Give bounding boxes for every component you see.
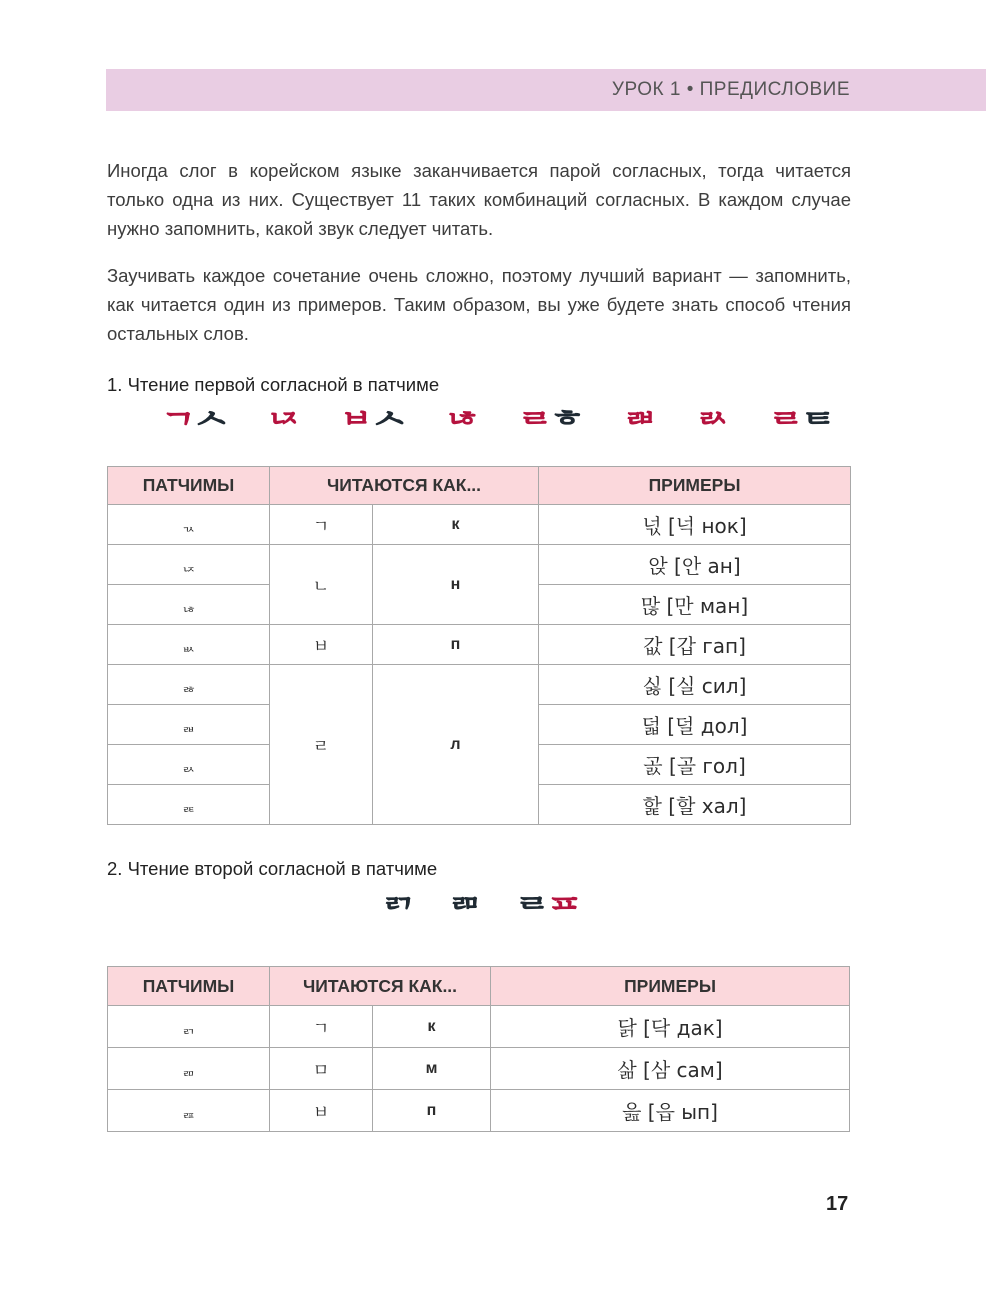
reading-jamo-cell: ㅁ (270, 1048, 373, 1090)
banner-second-consonant: ᄑ (546, 893, 579, 937)
reading-jamo-cell: ㄱ (270, 1006, 373, 1048)
paragraph-2: Заучивать каждое сочетание очень сложно, поэтому лучший вариант — запомнить, как читается один из примеров. Таким образом, вы уже будете знать способ чтения остальных слов. (107, 265, 851, 344)
section-2-banner (380, 893, 613, 937)
table-row (108, 545, 851, 585)
banner-first-consonant: ᄀ (160, 408, 193, 452)
banner-batchim (621, 408, 655, 452)
section-1-table (107, 466, 851, 825)
table-row (108, 1006, 850, 1048)
example-cell: 덟 [덜 дол] (539, 705, 851, 745)
header-reading: ЧИТАЮТСЯ КАК... (270, 467, 539, 505)
banner-batchim (767, 408, 833, 452)
header-reading: ЧИТАЮТСЯ КАК... (270, 967, 491, 1006)
table-row (108, 505, 851, 545)
table-row (108, 1090, 850, 1132)
reading-sound-cell: л (373, 665, 539, 825)
section-2-table (107, 966, 850, 1132)
reading-sound-cell: м (373, 1048, 491, 1090)
banner-second-consonant: ᄐ (799, 408, 833, 452)
table-row (108, 1048, 850, 1090)
banner-first-consonant: ᄅ (380, 893, 413, 937)
example-cell: 곬 [골 гол] (539, 745, 851, 785)
banner-batchim (513, 893, 579, 937)
running-header (106, 69, 986, 111)
table-row (108, 625, 851, 665)
reading-sound-cell: к (373, 505, 539, 545)
header-title (612, 79, 850, 101)
batchim-cell: ᆳ (108, 745, 270, 785)
banner-first-consonant: ᄅ (694, 408, 728, 452)
batchim-cell: ᆱ (108, 1048, 270, 1090)
banner-first-consonant: ᄅ (621, 408, 655, 452)
banner-second-consonant: ᄉ (192, 408, 226, 452)
banner-batchim (338, 408, 404, 452)
header-examples: ПРИМЕРЫ (539, 467, 851, 505)
reading-sound-cell: п (373, 1090, 491, 1132)
reading-jamo-cell: ㄴ (270, 545, 373, 625)
reading-jamo-cell: ㄹ (270, 665, 373, 825)
batchim-cell: ᆰ (108, 1006, 270, 1048)
banner-first-consonant: ᄂ (265, 408, 299, 452)
banner-batchim (160, 408, 226, 452)
header-batchim: ПАТЧИМЫ (108, 967, 270, 1006)
banner-second-consonant: ᄒ (549, 408, 582, 452)
batchim-cell: ᆴ (108, 785, 270, 825)
example-cell: 삶 [삼 сам] (491, 1048, 850, 1090)
banner-batchim (694, 408, 728, 452)
banner-batchim (380, 893, 413, 937)
example-cell: 닭 [닥 дак] (491, 1006, 850, 1048)
banner-first-consonant: ᄂ (443, 408, 477, 452)
paragraph-1: Иногда слог в корейском языке заканчивается парой согласных, тогда читается только одна из них. Существует 11 таких комбинаций согласных. В каждом случае нужно запомнить, какой звук следует читать. (107, 160, 851, 239)
reading-sound-cell: п (373, 625, 539, 665)
header-batchim: ПАТЧИМЫ (108, 467, 270, 505)
banner-second-consonant: ᄉ (370, 408, 404, 452)
banner-batchim (265, 408, 299, 452)
table-header-row (108, 467, 851, 505)
example-cell: 넋 [넉 нок] (539, 505, 851, 545)
batchim-cell: ᆶ (108, 665, 270, 705)
reading-jamo-cell: ㅂ (270, 1090, 373, 1132)
batchim-cell: ᆭ (108, 585, 270, 625)
banner-batchim (516, 408, 582, 452)
banner-first-consonant: ᄅ (446, 893, 480, 937)
table-row (108, 665, 851, 705)
table-header-row (108, 967, 850, 1006)
reading-jamo-cell: ㅂ (270, 625, 373, 665)
banner-first-consonant: ᄅ (513, 893, 547, 937)
reading-sound-cell: н (373, 545, 539, 625)
section-1-heading: 1. Чтение первой согласной в патчиме (107, 374, 440, 395)
batchim-cell: ᆪ (108, 505, 270, 545)
header-section: ПРЕДИСЛОВИЕ (699, 79, 850, 100)
example-cell: 싫 [실 сил] (539, 665, 851, 705)
section-2-heading: 2. Чтение второй согласной в патчиме (107, 858, 438, 879)
example-cell: 핥 [할 хал] (539, 785, 851, 825)
banner-first-consonant: ᄇ (338, 408, 371, 452)
section-1-banner (160, 408, 873, 452)
page-number: 17 (826, 1193, 849, 1215)
banner-batchim (443, 408, 477, 452)
header-separator: • (686, 79, 694, 100)
header-examples: ПРИМЕРЫ (491, 967, 850, 1006)
banner-batchim (446, 893, 480, 937)
header-lesson: УРОК 1 (611, 79, 681, 100)
example-cell: 많 [만 ман] (539, 585, 851, 625)
example-cell: 읊 [읍 ып] (491, 1090, 850, 1132)
batchim-cell: ᆬ (108, 545, 270, 585)
example-cell: 값 [갑 гап] (539, 625, 851, 665)
batchim-cell: ᆲ (108, 705, 270, 745)
banner-first-consonant: ᄅ (516, 408, 550, 452)
banner-first-consonant: ᄅ (767, 408, 800, 452)
reading-sound-cell: к (373, 1006, 491, 1048)
reading-jamo-cell: ㄱ (270, 505, 373, 545)
batchim-cell: ᆵ (108, 1090, 270, 1132)
batchim-cell: ᆹ (108, 625, 270, 665)
example-cell: 앉 [안 ан] (539, 545, 851, 585)
